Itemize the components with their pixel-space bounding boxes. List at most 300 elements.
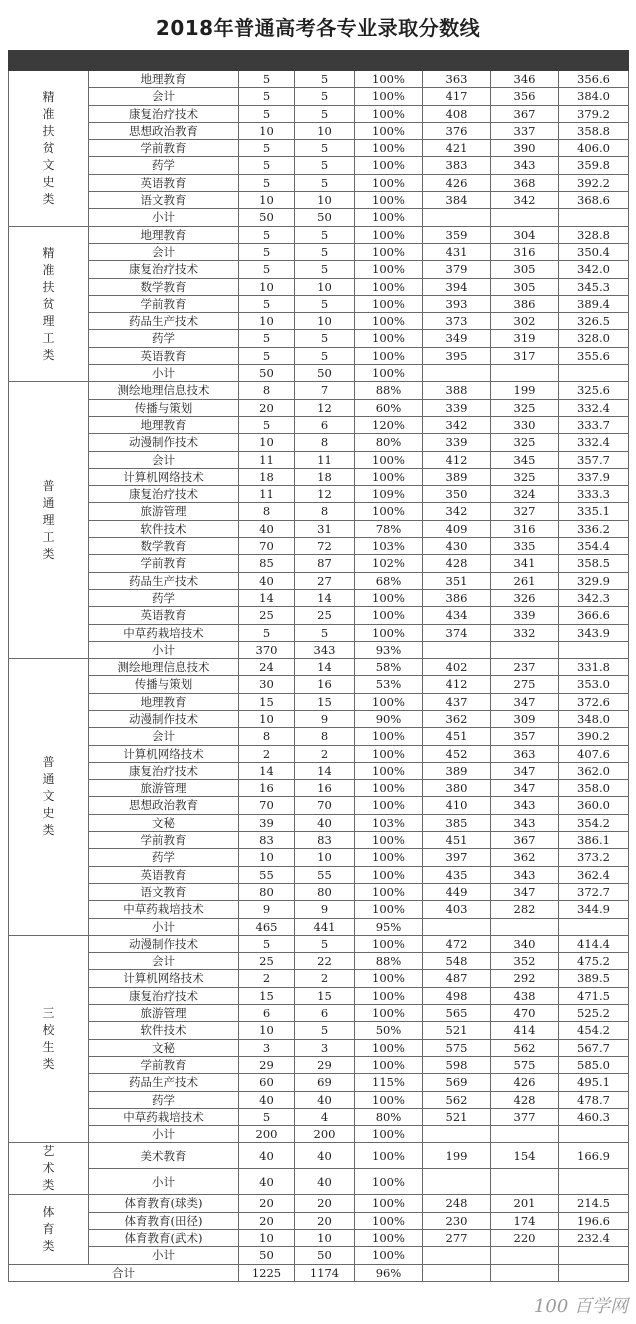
- value-cell: 201: [491, 1195, 559, 1212]
- value-cell: 343.9: [559, 624, 629, 641]
- value-cell: [559, 1247, 629, 1264]
- table-row: [9, 174, 629, 191]
- value-cell: 5: [239, 1108, 295, 1125]
- value-cell: 345: [491, 451, 559, 468]
- value-cell: 25: [239, 607, 295, 624]
- value-cell: 5: [295, 243, 355, 260]
- value-cell: 11: [295, 451, 355, 468]
- value-cell: 5: [295, 157, 355, 174]
- table-row: [9, 140, 629, 157]
- value-cell: 402: [423, 659, 491, 676]
- value-cell: 333.7: [559, 416, 629, 433]
- table-row: [9, 1039, 629, 1056]
- value-cell: 345.3: [559, 278, 629, 295]
- subtotal-row: [9, 1126, 629, 1143]
- value-cell: 20: [239, 1195, 295, 1212]
- header-cell: [9, 51, 89, 71]
- value-cell: 8: [239, 503, 295, 520]
- table-row: [9, 1212, 629, 1229]
- table-row: [9, 71, 629, 88]
- value-cell: 261: [491, 572, 559, 589]
- value-cell: 5: [295, 226, 355, 243]
- major-cell: 数学教育: [89, 538, 239, 555]
- value-cell: 100%: [355, 1169, 423, 1195]
- value-cell: 5: [239, 295, 295, 312]
- table-row: [9, 347, 629, 364]
- value-cell: 389: [423, 762, 491, 779]
- table-row: [9, 1091, 629, 1108]
- major-cell: 中草药栽培技术: [89, 901, 239, 918]
- value-cell: 11: [239, 486, 295, 503]
- value-cell: 325: [491, 468, 559, 485]
- value-cell: 305: [491, 278, 559, 295]
- category-label: 体育类: [42, 1205, 55, 1253]
- value-cell: 100%: [355, 1230, 423, 1247]
- value-cell: 368.6: [559, 192, 629, 209]
- value-cell: 87: [295, 555, 355, 572]
- value-cell: 370: [239, 641, 295, 658]
- value-cell: 367: [491, 832, 559, 849]
- value-cell: 374: [423, 624, 491, 641]
- value-cell: 69: [295, 1074, 355, 1091]
- score-table-body: [9, 51, 629, 1282]
- value-cell: 109%: [355, 486, 423, 503]
- value-cell: 100%: [355, 1247, 423, 1264]
- value-cell: 88%: [355, 382, 423, 399]
- value-cell: 333.3: [559, 486, 629, 503]
- value-cell: 100%: [355, 1091, 423, 1108]
- value-cell: 309: [491, 710, 559, 727]
- table-row: [9, 572, 629, 589]
- value-cell: 478.7: [559, 1091, 629, 1108]
- value-cell: 409: [423, 520, 491, 537]
- value-cell: 389.5: [559, 970, 629, 987]
- table-row: [9, 330, 629, 347]
- value-cell: 232.4: [559, 1230, 629, 1247]
- value-cell: 72: [295, 538, 355, 555]
- value-cell: 441: [295, 918, 355, 935]
- value-cell: 5: [239, 347, 295, 364]
- value-cell: 417: [423, 88, 491, 105]
- value-cell: 31: [295, 520, 355, 537]
- value-cell: 352: [491, 953, 559, 970]
- value-cell: 414.4: [559, 935, 629, 952]
- table-row: [9, 434, 629, 451]
- value-cell: 384: [423, 192, 491, 209]
- value-cell: 40: [239, 520, 295, 537]
- value-cell: 5: [295, 1022, 355, 1039]
- major-cell: 思想政治教育: [89, 797, 239, 814]
- value-cell: 2: [239, 745, 295, 762]
- value-cell: 360.0: [559, 797, 629, 814]
- value-cell: 16: [295, 780, 355, 797]
- value-cell: 100%: [355, 1195, 423, 1212]
- value-cell: 12: [295, 399, 355, 416]
- value-cell: 120%: [355, 416, 423, 433]
- value-cell: 385: [423, 814, 491, 831]
- value-cell: 460.3: [559, 1108, 629, 1125]
- category-label: 普通理工类: [42, 478, 55, 561]
- category-label: 精准扶贫理工类: [42, 245, 55, 362]
- value-cell: 521: [423, 1108, 491, 1125]
- value-cell: 40: [295, 1143, 355, 1169]
- value-cell: 521: [423, 1022, 491, 1039]
- major-cell: 思想政治教育: [89, 122, 239, 139]
- major-cell: 测绘地理信息技术: [89, 382, 239, 399]
- value-cell: 5: [239, 261, 295, 278]
- table-header-row: [9, 51, 629, 71]
- value-cell: 40: [239, 572, 295, 589]
- value-cell: 70: [295, 797, 355, 814]
- value-cell: 394: [423, 278, 491, 295]
- table-row: [9, 105, 629, 122]
- major-cell: 旅游管理: [89, 780, 239, 797]
- value-cell: 434: [423, 607, 491, 624]
- value-cell: 525.2: [559, 1005, 629, 1022]
- category-cell: [9, 382, 89, 659]
- value-cell: 50: [295, 1247, 355, 1264]
- category-cell: [9, 659, 89, 936]
- value-cell: 50: [239, 365, 295, 382]
- value-cell: 199: [423, 1143, 491, 1169]
- table-row: [9, 589, 629, 606]
- value-cell: 390: [491, 140, 559, 157]
- value-cell: 428: [491, 1091, 559, 1108]
- value-cell: 332.4: [559, 399, 629, 416]
- value-cell: 100%: [355, 693, 423, 710]
- value-cell: 55: [295, 866, 355, 883]
- value-cell: 154: [491, 1143, 559, 1169]
- value-cell: 562: [423, 1091, 491, 1108]
- value-cell: 80%: [355, 434, 423, 451]
- value-cell: 100%: [355, 192, 423, 209]
- table-row: [9, 503, 629, 520]
- value-cell: [423, 365, 491, 382]
- value-cell: 100%: [355, 278, 423, 295]
- value-cell: 495.1: [559, 1074, 629, 1091]
- value-cell: 325: [491, 434, 559, 451]
- table-row: [9, 866, 629, 883]
- value-cell: [559, 365, 629, 382]
- major-cell: 药品生产技术: [89, 1074, 239, 1091]
- value-cell: 2: [295, 970, 355, 987]
- value-cell: 343: [491, 866, 559, 883]
- value-cell: 115%: [355, 1074, 423, 1091]
- header-cell: [423, 51, 491, 71]
- value-cell: 379: [423, 261, 491, 278]
- value-cell: 408: [423, 105, 491, 122]
- value-cell: 214.5: [559, 1195, 629, 1212]
- value-cell: 70: [239, 797, 295, 814]
- major-cell: 英语教育: [89, 866, 239, 883]
- table-row: [9, 538, 629, 555]
- table-row: [9, 1056, 629, 1073]
- value-cell: 10: [239, 849, 295, 866]
- value-cell: 102%: [355, 555, 423, 572]
- table-row: [9, 88, 629, 105]
- value-cell: 100%: [355, 365, 423, 382]
- subtotal-row: [9, 1247, 629, 1264]
- total-value-cell: [559, 1264, 629, 1281]
- value-cell: 10: [239, 434, 295, 451]
- value-cell: 356.6: [559, 71, 629, 88]
- value-cell: 100%: [355, 88, 423, 105]
- major-cell: 康复治疗技术: [89, 261, 239, 278]
- value-cell: 15: [239, 987, 295, 1004]
- value-cell: 282: [491, 901, 559, 918]
- value-cell: 5: [239, 105, 295, 122]
- major-cell: 药品生产技术: [89, 572, 239, 589]
- value-cell: 9: [295, 901, 355, 918]
- value-cell: 8: [239, 728, 295, 745]
- value-cell: 451: [423, 728, 491, 745]
- value-cell: 100%: [355, 295, 423, 312]
- major-cell: 传播与策划: [89, 399, 239, 416]
- value-cell: 12: [295, 486, 355, 503]
- value-cell: 426: [423, 174, 491, 191]
- major-cell: 小计: [89, 365, 239, 382]
- major-cell: 测绘地理信息技术: [89, 659, 239, 676]
- table-row: [9, 416, 629, 433]
- value-cell: 248: [423, 1195, 491, 1212]
- value-cell: 100%: [355, 243, 423, 260]
- value-cell: 347: [491, 780, 559, 797]
- value-cell: 100%: [355, 105, 423, 122]
- header-cell: [239, 51, 295, 71]
- value-cell: 548: [423, 953, 491, 970]
- value-cell: 392.2: [559, 174, 629, 191]
- value-cell: 10: [239, 1230, 295, 1247]
- value-cell: 100%: [355, 174, 423, 191]
- value-cell: 304: [491, 226, 559, 243]
- value-cell: 6: [295, 416, 355, 433]
- value-cell: 569: [423, 1074, 491, 1091]
- major-cell: 软件技术: [89, 1022, 239, 1039]
- value-cell: 5: [295, 347, 355, 364]
- table-row: [9, 278, 629, 295]
- major-cell: 英语教育: [89, 174, 239, 191]
- value-cell: 83: [295, 832, 355, 849]
- value-cell: 29: [239, 1056, 295, 1073]
- value-cell: 40: [295, 1169, 355, 1195]
- value-cell: 358.5: [559, 555, 629, 572]
- value-cell: 339: [423, 434, 491, 451]
- major-cell: 药学: [89, 589, 239, 606]
- value-cell: 329.9: [559, 572, 629, 589]
- value-cell: 100%: [355, 607, 423, 624]
- major-cell: 地理教育: [89, 416, 239, 433]
- table-row: [9, 486, 629, 503]
- value-cell: 5: [295, 71, 355, 88]
- table-row: [9, 814, 629, 831]
- value-cell: 426: [491, 1074, 559, 1091]
- major-cell: 计算机网络技术: [89, 745, 239, 762]
- value-cell: 340: [491, 935, 559, 952]
- category-cell: [9, 1195, 89, 1264]
- value-cell: 14: [295, 659, 355, 676]
- table-row: [9, 451, 629, 468]
- value-cell: 90%: [355, 710, 423, 727]
- value-cell: 343: [491, 157, 559, 174]
- value-cell: 470: [491, 1005, 559, 1022]
- value-cell: 60: [239, 1074, 295, 1091]
- value-cell: 316: [491, 243, 559, 260]
- major-cell: 语文教育: [89, 192, 239, 209]
- value-cell: 386: [491, 295, 559, 312]
- value-cell: 363: [423, 71, 491, 88]
- table-row: [9, 261, 629, 278]
- major-cell: 药学: [89, 330, 239, 347]
- value-cell: [423, 1247, 491, 1264]
- table-row: [9, 676, 629, 693]
- value-cell: 200: [239, 1126, 295, 1143]
- table-row: [9, 935, 629, 952]
- category-label: 三校生类: [42, 1006, 55, 1072]
- value-cell: 50%: [355, 1022, 423, 1039]
- value-cell: 328.8: [559, 226, 629, 243]
- value-cell: 100%: [355, 901, 423, 918]
- table-row: [9, 1005, 629, 1022]
- subtotal-row: [9, 365, 629, 382]
- value-cell: 10: [295, 122, 355, 139]
- value-cell: 4: [295, 1108, 355, 1125]
- category-label: 艺术类: [42, 1144, 55, 1193]
- major-cell: 体育教育(武术): [89, 1230, 239, 1247]
- value-cell: 380: [423, 780, 491, 797]
- value-cell: 384.0: [559, 88, 629, 105]
- table-row: [9, 122, 629, 139]
- table-row: [9, 607, 629, 624]
- table-row: [9, 520, 629, 537]
- category-cell: [9, 71, 89, 227]
- value-cell: 83: [239, 832, 295, 849]
- major-cell: 地理教育: [89, 71, 239, 88]
- value-cell: 100%: [355, 797, 423, 814]
- value-cell: 377: [491, 1108, 559, 1125]
- value-cell: 5: [239, 157, 295, 174]
- value-cell: 100%: [355, 1039, 423, 1056]
- major-cell: 计算机网络技术: [89, 468, 239, 485]
- value-cell: 386: [423, 589, 491, 606]
- value-cell: 451: [423, 832, 491, 849]
- subtotal-row: [9, 641, 629, 658]
- value-cell: [559, 1126, 629, 1143]
- value-cell: 342.3: [559, 589, 629, 606]
- table-row: [9, 659, 629, 676]
- table-row: [9, 970, 629, 987]
- value-cell: 428: [423, 555, 491, 572]
- value-cell: 277: [423, 1230, 491, 1247]
- value-cell: 40: [239, 1143, 295, 1169]
- value-cell: 2: [239, 970, 295, 987]
- value-cell: 68%: [355, 572, 423, 589]
- value-cell: 10: [239, 1022, 295, 1039]
- value-cell: 100%: [355, 209, 423, 226]
- value-cell: 355.6: [559, 347, 629, 364]
- value-cell: 487: [423, 970, 491, 987]
- value-cell: 100%: [355, 728, 423, 745]
- major-cell: 体育教育(田径): [89, 1212, 239, 1229]
- value-cell: 25: [239, 953, 295, 970]
- value-cell: 8: [295, 434, 355, 451]
- value-cell: 10: [239, 710, 295, 727]
- value-cell: 100%: [355, 832, 423, 849]
- value-cell: 40: [295, 814, 355, 831]
- major-cell: 地理教育: [89, 693, 239, 710]
- value-cell: 5: [295, 174, 355, 191]
- value-cell: 5: [295, 624, 355, 641]
- value-cell: 343: [491, 814, 559, 831]
- table-row: [9, 399, 629, 416]
- value-cell: 471.5: [559, 987, 629, 1004]
- major-cell: 药学: [89, 157, 239, 174]
- table-row: [9, 555, 629, 572]
- value-cell: 367: [491, 105, 559, 122]
- value-cell: 237: [491, 659, 559, 676]
- value-cell: [559, 918, 629, 935]
- value-cell: 55: [239, 866, 295, 883]
- value-cell: 359: [423, 226, 491, 243]
- value-cell: [491, 365, 559, 382]
- value-cell: 220: [491, 1230, 559, 1247]
- table-row: [9, 382, 629, 399]
- value-cell: 25: [295, 607, 355, 624]
- value-cell: 386.1: [559, 832, 629, 849]
- value-cell: 366.6: [559, 607, 629, 624]
- major-cell: 药学: [89, 1091, 239, 1108]
- major-cell: 动漫制作技术: [89, 935, 239, 952]
- value-cell: 325: [491, 399, 559, 416]
- value-cell: 5: [239, 935, 295, 952]
- major-cell: 康复治疗技术: [89, 486, 239, 503]
- major-cell: 英语教育: [89, 347, 239, 364]
- total-row: [9, 1264, 629, 1281]
- value-cell: 22: [295, 953, 355, 970]
- value-cell: 342.0: [559, 261, 629, 278]
- value-cell: 5: [239, 243, 295, 260]
- table-row: [9, 243, 629, 260]
- value-cell: 5: [295, 935, 355, 952]
- total-label-cell: 合计: [9, 1264, 239, 1281]
- value-cell: 324: [491, 486, 559, 503]
- major-cell: 康复治疗技术: [89, 762, 239, 779]
- value-cell: 58%: [355, 659, 423, 676]
- value-cell: 347: [491, 693, 559, 710]
- value-cell: 10: [295, 313, 355, 330]
- value-cell: 472: [423, 935, 491, 952]
- major-cell: 小计: [89, 641, 239, 658]
- value-cell: 342: [491, 192, 559, 209]
- major-cell: 动漫制作技术: [89, 710, 239, 727]
- value-cell: 5: [239, 71, 295, 88]
- value-cell: 10: [239, 122, 295, 139]
- value-cell: [559, 1169, 629, 1195]
- value-cell: 8: [239, 382, 295, 399]
- value-cell: 166.9: [559, 1143, 629, 1169]
- major-cell: 地理教育: [89, 226, 239, 243]
- value-cell: 103%: [355, 814, 423, 831]
- major-cell: 学前教育: [89, 295, 239, 312]
- table-row: [9, 710, 629, 727]
- value-cell: 93%: [355, 641, 423, 658]
- category-cell: [9, 935, 89, 1143]
- value-cell: 339: [491, 607, 559, 624]
- major-cell: 学前教育: [89, 140, 239, 157]
- value-cell: 372.7: [559, 883, 629, 900]
- value-cell: 368: [491, 174, 559, 191]
- value-cell: [491, 641, 559, 658]
- major-cell: 小计: [89, 1169, 239, 1195]
